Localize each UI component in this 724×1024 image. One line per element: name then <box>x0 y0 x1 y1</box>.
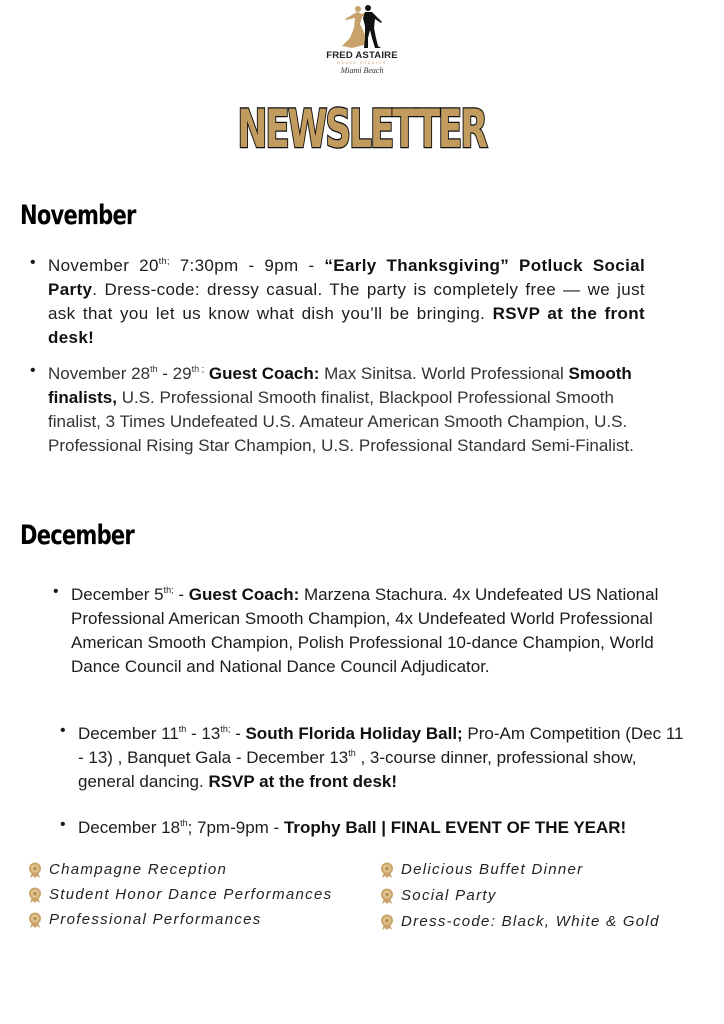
feature-label: Dress-code: Black, White & Gold <box>401 913 660 930</box>
event-date: December 5 <box>71 585 164 604</box>
event-item <box>60 722 688 794</box>
december-heading: December <box>20 520 134 551</box>
bullet: • <box>60 722 66 739</box>
event-item <box>30 362 658 458</box>
rsvp-note: RSVP at the front desk! <box>208 772 398 791</box>
event-description: , 3-course dinner, professional show, general dancing. <box>78 748 637 791</box>
medal-icon <box>28 887 42 903</box>
masthead <box>0 96 724 162</box>
features-list-right <box>380 857 720 934</box>
rsvp-note: RSVP at the front desk! <box>48 304 645 347</box>
event-text <box>71 583 681 679</box>
date-suffix: th; <box>163 585 174 595</box>
event-title: Trophy Ball | FINAL EVENT OF THE YEAR! <box>283 818 627 837</box>
event-title: South Florida Holiday Ball; <box>245 724 463 743</box>
feature-item <box>28 882 368 907</box>
guest-coach-label: Guest Coach: <box>204 364 320 383</box>
event-description: Max Sinitsa. World Professional <box>319 364 569 383</box>
event-text <box>48 254 645 350</box>
event-description: Marzena Stachura. 4x Undefeated US National Professional American Smooth Champion, 4x Undefeated World Professional American Smooth Champion, Polish Professional 10-dance Champion, World Dance Council and National Dance Council Adjudicator. <box>71 585 659 676</box>
december-event-list-2 <box>60 722 688 794</box>
features-list-left <box>28 857 368 932</box>
event-text <box>78 816 698 840</box>
newsletter-title: NEWSLETTER <box>237 98 487 160</box>
dancers-logo-icon <box>338 4 386 50</box>
november-event-list-2 <box>30 362 658 458</box>
december-event-list-3 <box>60 816 698 840</box>
studio-logo <box>312 4 412 80</box>
bullet: • <box>53 583 59 600</box>
event-description: . Dress-code: dressy casual. The party is completely free — we just ask that you let us know what dish you’ll be bringing. <box>48 280 645 323</box>
date-suffix: th <box>180 818 188 828</box>
event-highlight: Smooth finalists, <box>48 364 632 407</box>
bullet: • <box>30 362 36 379</box>
event-description: Pro-Am Competition (Dec 11 - 13) , Banquet Gala - December 13 <box>78 724 684 767</box>
feature-label: Professional Performances <box>49 911 262 928</box>
event-date: December 11 <box>78 724 179 743</box>
date-suffix: th <box>178 724 187 734</box>
medal-icon <box>380 914 394 930</box>
bullet: • <box>30 254 36 271</box>
feature-item <box>380 882 720 909</box>
event-date-range: - 29 <box>157 364 192 383</box>
event-date: December 18 <box>78 818 181 837</box>
date-suffix: th <box>150 364 158 374</box>
date-suffix: th; <box>158 256 170 266</box>
feature-item <box>380 909 720 934</box>
event-text <box>48 362 658 458</box>
date-suffix: th <box>348 748 356 758</box>
november-heading: November <box>20 200 136 231</box>
event-item <box>60 816 698 840</box>
november-event-list-1 <box>30 254 646 350</box>
feature-label: Delicious Buffet Dinner <box>401 861 584 878</box>
date-suffix: th; <box>220 724 231 734</box>
logo-location: Miami Beach <box>340 66 384 75</box>
event-description: U.S. Professional Smooth finalist, Blackpool Professional Smooth finalist, 3 Times Undefeated U.S. Amateur American Smooth Champion, U.S. Professional Rising Star Champion, U.S. Professional Standard Semi-Finalist. <box>48 388 634 455</box>
logo-subtitle: DANCE STUDIOS <box>337 61 387 65</box>
event-item <box>53 583 681 679</box>
event-item <box>30 254 646 350</box>
medal-icon <box>380 862 394 878</box>
feature-item <box>28 907 368 932</box>
medal-icon <box>28 912 42 928</box>
separator: - <box>173 585 189 604</box>
medal-icon <box>28 862 42 878</box>
december-event-list-1 <box>53 583 681 679</box>
event-date: November 20 <box>48 256 159 275</box>
logo-brand: FRED ASTAIRE <box>326 50 398 61</box>
event-date: November 28 <box>48 364 151 383</box>
feature-label: Student Honor Dance Performances <box>49 886 333 903</box>
event-time: ; 7pm-9pm - <box>187 818 284 837</box>
separator: - <box>230 724 246 743</box>
feature-label: Social Party <box>401 887 497 904</box>
bullet: • <box>60 816 66 833</box>
date-suffix: th ; <box>191 364 205 374</box>
event-time: 7:30pm - 9pm - <box>169 256 325 275</box>
medal-icon <box>380 888 394 904</box>
event-date-range: - 13 <box>186 724 221 743</box>
event-text <box>78 722 688 794</box>
event-title: “Early Thanksgiving” Potluck Social Party <box>48 256 646 299</box>
feature-item <box>380 857 720 882</box>
feature-label: Champagne Reception <box>49 861 228 878</box>
feature-item <box>28 857 368 882</box>
guest-coach-label: Guest Coach: <box>188 585 300 604</box>
